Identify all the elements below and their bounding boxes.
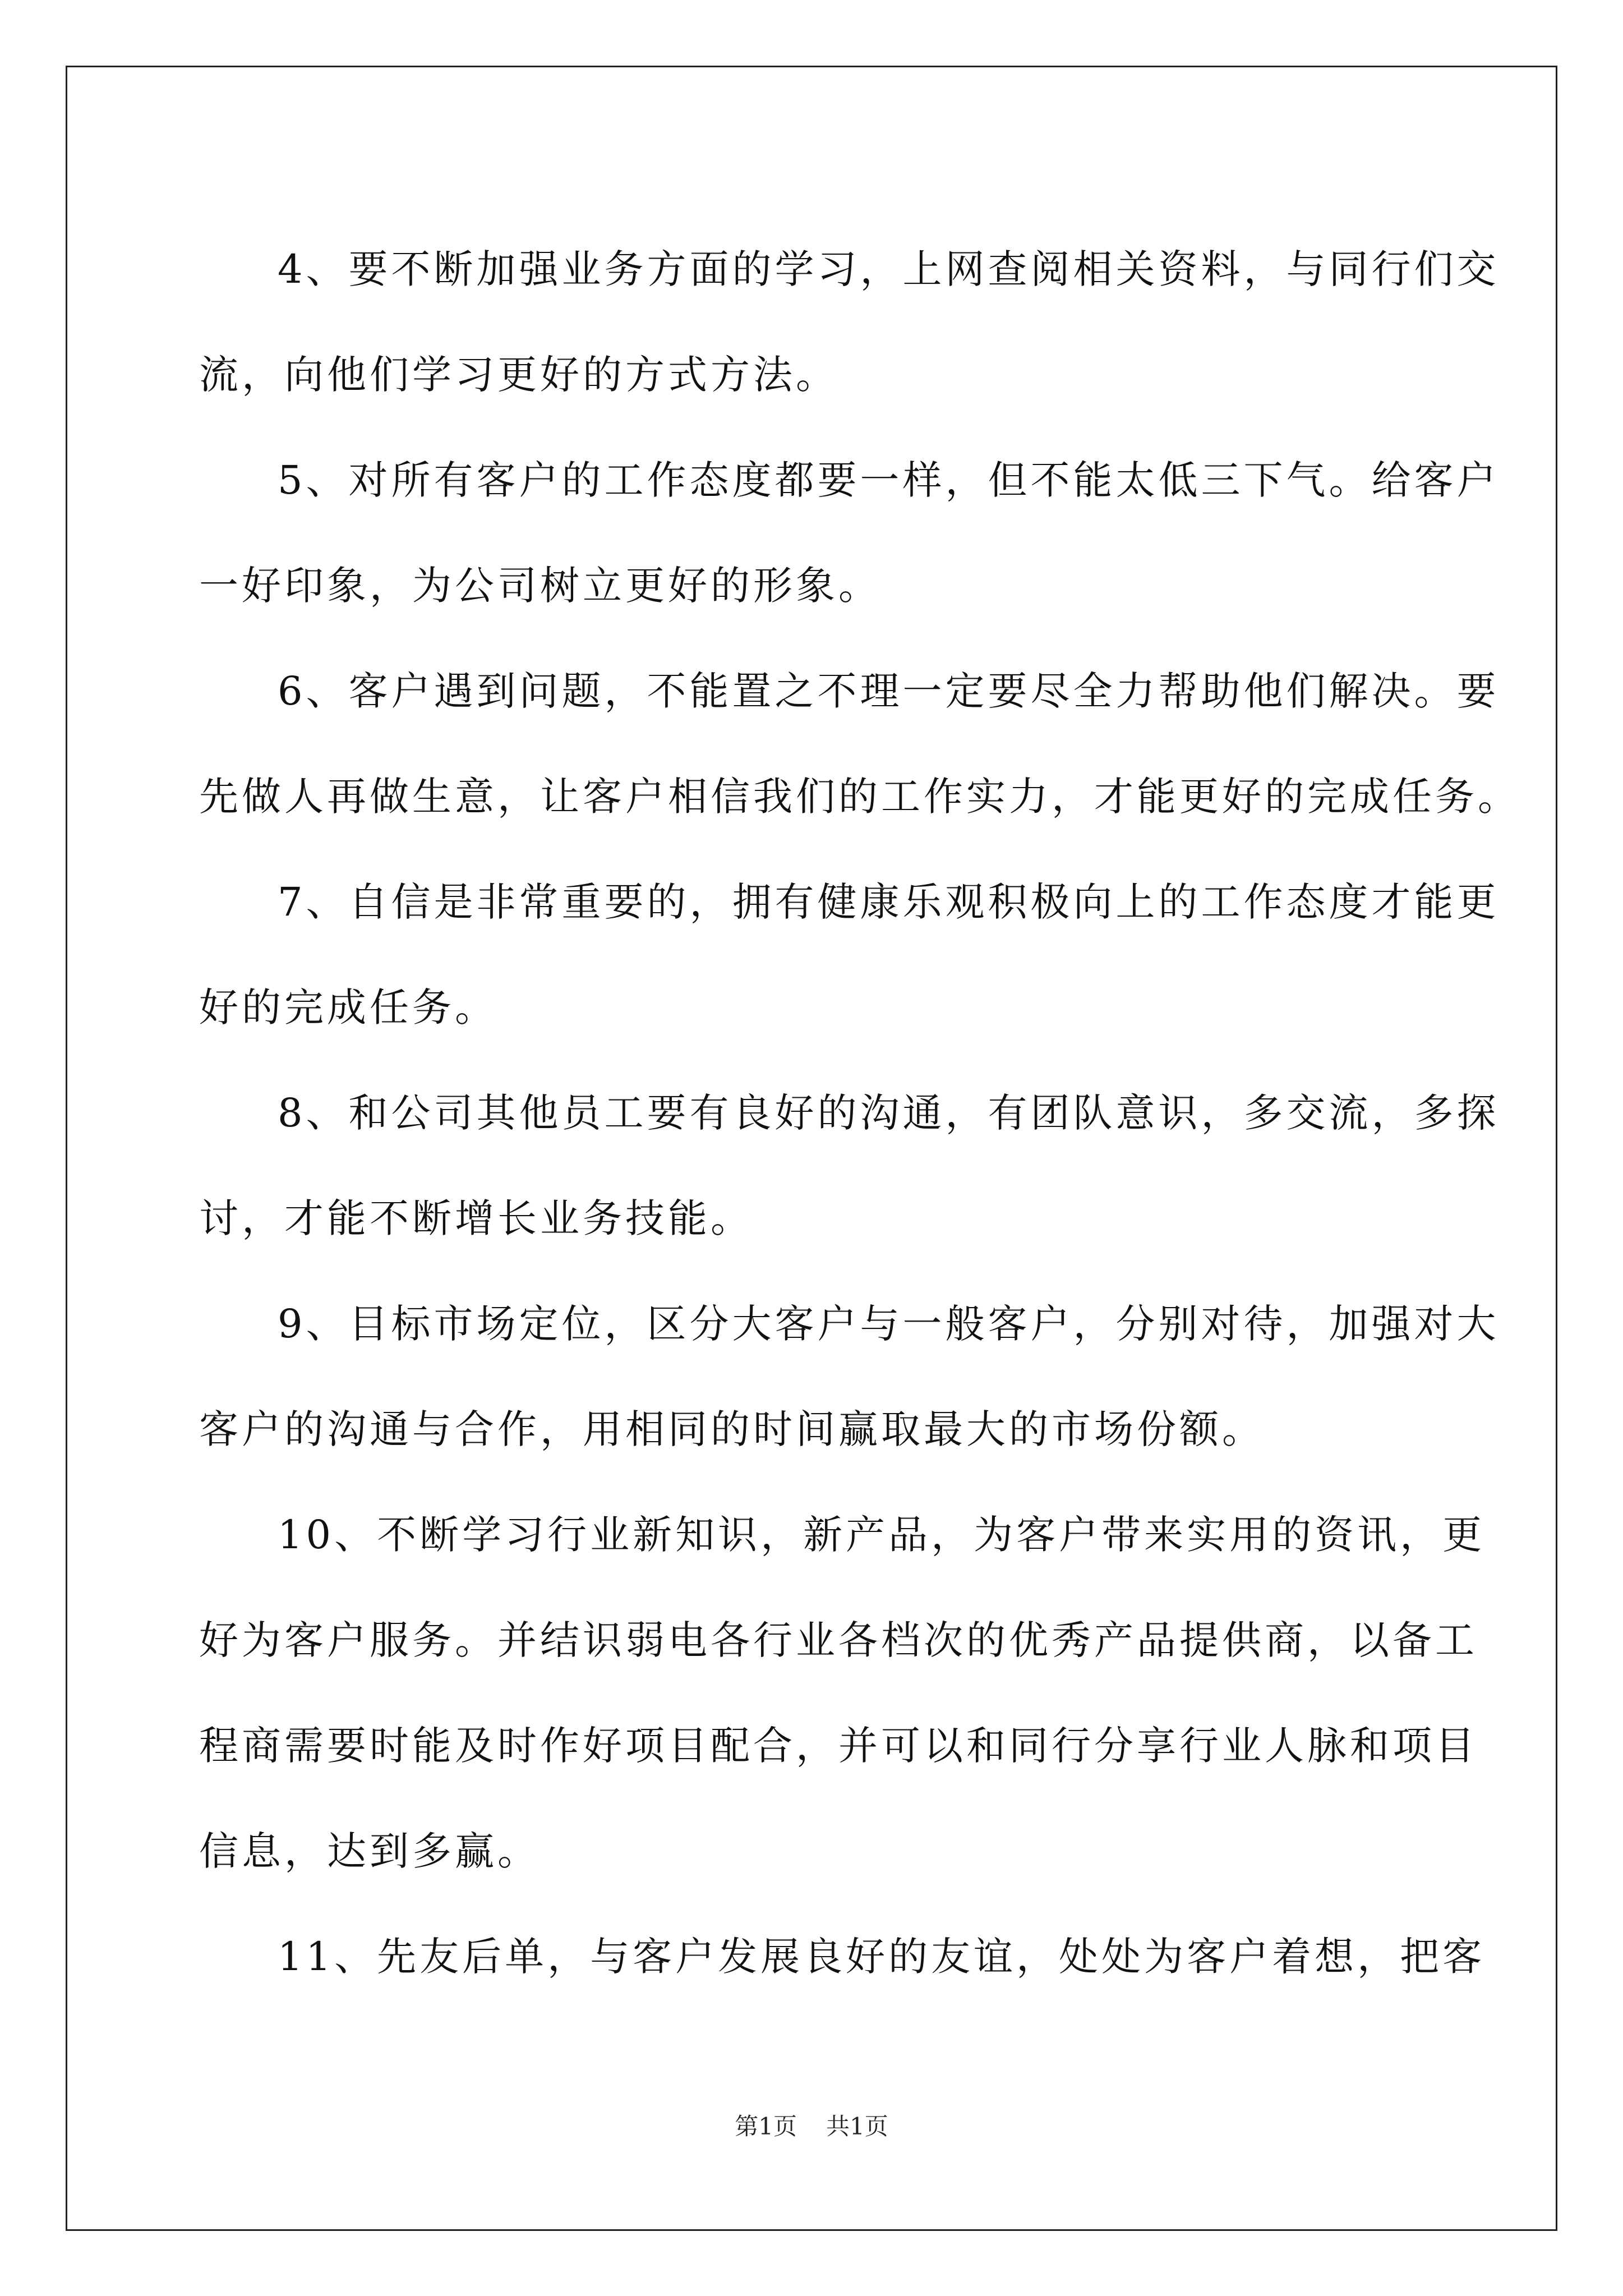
paragraph-8-line-2: 讨，才能不断增长业务技能。 [199, 1195, 753, 1241]
page-footer [0, 2108, 1623, 2142]
paragraph-10-line-1: 10、不断学习行业新知识，新产品，为客户带来实用的资讯，更 [278, 1512, 1486, 1558]
page-number-current: 第1页 [735, 2113, 797, 2140]
page-number-total: 共1页 [826, 2113, 888, 2140]
paragraph-10-line-2: 好为客户服务。并结识弱电各行业各档次的优秀产品提供商，以备工 [199, 1617, 1478, 1663]
paragraph-8-line-1: 8、和公司其他员工要有良好的沟通，有团队意识，多交流，多探 [278, 1090, 1500, 1136]
paragraph-6-line-1: 6、客户遇到问题，不能置之不理一定要尽全力帮助他们解决。要 [278, 668, 1500, 714]
paragraph-10-line-3: 程商需要时能及时作好项目配合，并可以和同行分享行业人脉和项目 [199, 1723, 1478, 1769]
paragraph-7-line-2: 好的完成任务。 [199, 984, 497, 1030]
paragraph-4-line-2: 流，向他们学习更好的方式方法。 [199, 352, 838, 398]
paragraph-4-line-1: 4、要不断加强业务方面的学习，上网查阅相关资料，与同行们交 [278, 246, 1500, 292]
paragraph-11-line-1: 11、先友后单，与客户发展良好的友谊，处处为客户着想，把客 [278, 1934, 1486, 1980]
paragraph-9-line-1: 9、目标市场定位，区分大客户与一般客户，分别对待，加强对大 [278, 1301, 1500, 1347]
paragraph-9-line-2: 客户的沟通与合作，用相同的时间赢取最大的市场份额。 [199, 1406, 1265, 1452]
paragraph-5-line-2: 一好印象，为公司树立更好的形象。 [199, 563, 881, 609]
paragraph-7-line-1: 7、自信是非常重要的，拥有健康乐观积极向上的工作态度才能更 [278, 879, 1500, 925]
paragraph-5-line-1: 5、对所有客户的工作态度都要一样，但不能太低三下气。给客户 [278, 457, 1500, 503]
paragraph-6-line-2: 先做人再做生意，让客户相信我们的工作实力，才能更好的完成任务。 [199, 774, 1520, 820]
paragraph-10-line-4: 信息，达到多赢。 [199, 1828, 540, 1874]
